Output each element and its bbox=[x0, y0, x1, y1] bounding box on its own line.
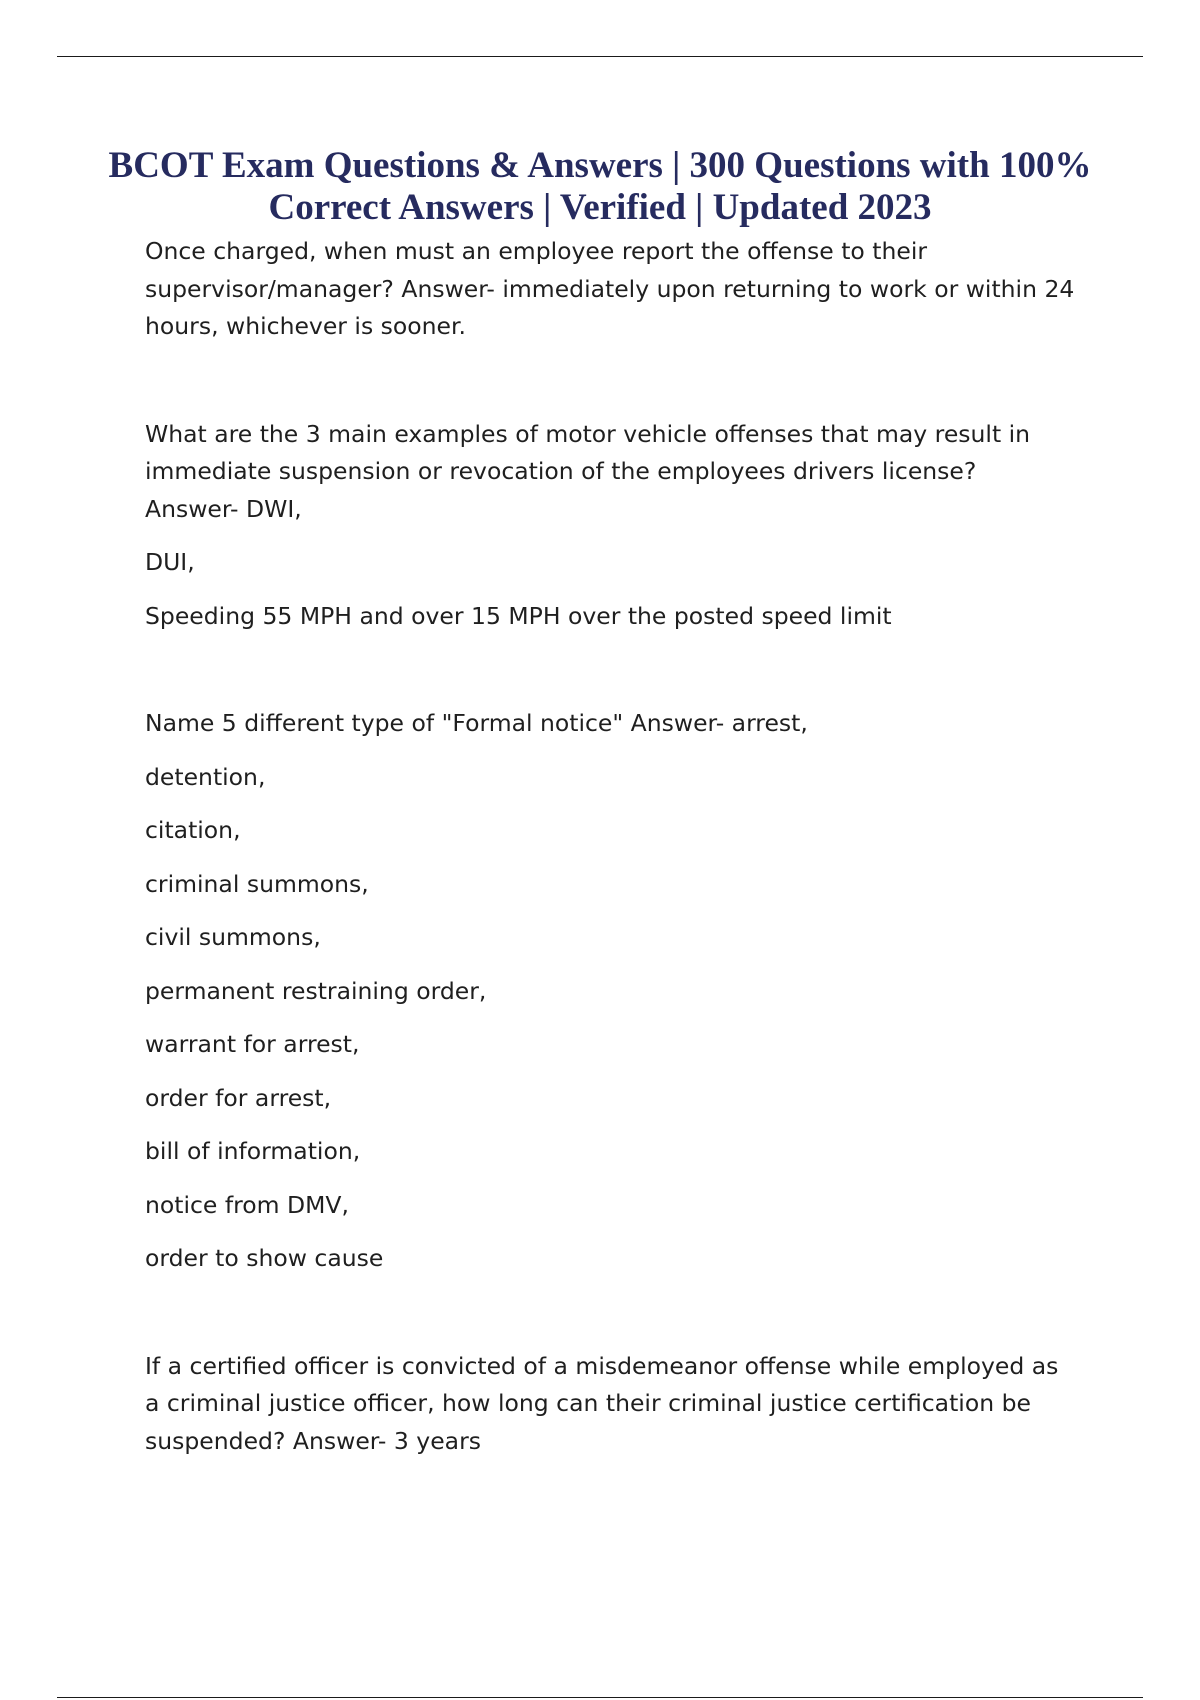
qa-line: Name 5 different type of "Formal notice" Answer- arrest, bbox=[145, 709, 808, 737]
qa-line: order for arrest, bbox=[145, 1083, 332, 1112]
qa-line: citation, bbox=[145, 816, 241, 844]
qa-line: notice from DMV, bbox=[145, 1190, 349, 1219]
footer-rule bbox=[57, 1697, 1143, 1698]
qa-line: If a certified officer is convicted of a misdemeanor offense while employed as a criminal justice officer, how long can their criminal justice certification be suspended? Answer- 3 years bbox=[145, 1351, 1059, 1455]
qa-item-4 bbox=[145, 1348, 1075, 1461]
qa-line: Speeding 55 MPH and over 15 MPH over the posted speed limit bbox=[145, 601, 892, 630]
qa-line: criminal summons, bbox=[145, 869, 369, 898]
qa-line: DUI, bbox=[145, 548, 195, 576]
document-title: BCOT Exam Questions & Answers | 300 Questions with 100% Correct Answers | Verified | Updated 2023 bbox=[108, 145, 1092, 228]
qa-line: permanent restraining order, bbox=[145, 976, 487, 1005]
qa-item-1 bbox=[145, 233, 1075, 346]
qa-line: Once charged, when must an employee report the offense to their supervisor/manager? Answer- immediately upon returning to work or within 24 hours, whichever is sooner. bbox=[145, 237, 1075, 340]
qa-line: civil summons, bbox=[145, 923, 321, 951]
qa-line: order to show cause bbox=[145, 1244, 384, 1272]
qa-line: What are the 3 main examples of motor vehicle offenses that may result in immediate suspension or revocation of the employees drivers license? Answer- DWI, bbox=[145, 419, 1031, 523]
qa-item-2 bbox=[145, 416, 1075, 636]
header-rule bbox=[57, 56, 1143, 57]
document-body bbox=[145, 233, 1075, 1530]
qa-line: bill of information, bbox=[145, 1137, 361, 1165]
qa-line: warrant for arrest, bbox=[145, 1030, 360, 1058]
qa-line: detention, bbox=[145, 762, 266, 791]
qa-item-3 bbox=[145, 705, 1075, 1278]
